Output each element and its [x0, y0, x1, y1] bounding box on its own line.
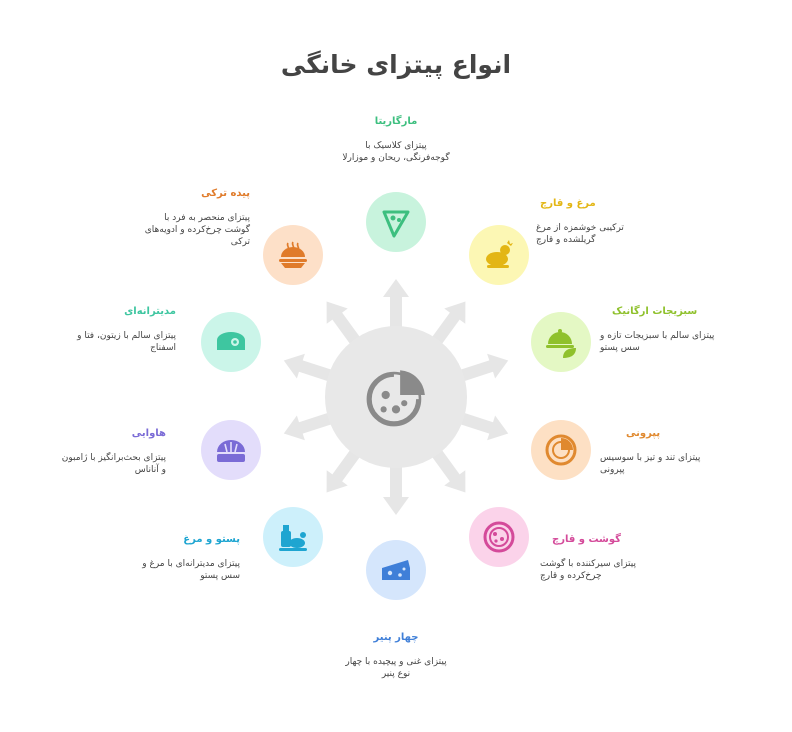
pizza-icon: [363, 364, 429, 430]
bottle-chicken-icon: [275, 519, 311, 555]
cheese-icon: [378, 552, 414, 588]
pepperoni-icon: [543, 432, 579, 468]
item-desc-meat-mushroom: پیتزای سیرکننده با گوشت چرخ‌کرده و قارچ: [540, 559, 636, 581]
item-label-mediterranean: مدیترانه‌ای: [124, 306, 176, 317]
item-desc-mediterranean: پیتزای سالم با زیتون، فتا و اسفناج: [77, 331, 176, 353]
item-circle-hawaiian: [201, 420, 261, 480]
item-label-pesto-chicken: پستو و مرغ: [183, 534, 240, 545]
pizza-plate-icon: [481, 519, 517, 555]
item-desc-margherita: پیتزای کلاسیک با گوجه‌فرنگی، ریحان و موزارلا: [342, 141, 450, 163]
item-circle-chicken-mushroom: [469, 225, 529, 285]
item-label-pepperoni: پپرونی: [626, 428, 661, 439]
item-label-four-cheese: چهار پنیر: [373, 632, 419, 643]
item-label-organic-veg: سبزیجات ارگانیک: [612, 306, 698, 317]
item-label-chicken-mushroom: مرغ و قارچ: [540, 198, 596, 209]
item-circle-pepperoni: [531, 420, 591, 480]
item-desc-four-cheese: پیتزای غنی و پیچیده با چهار نوع پنیر: [345, 657, 447, 679]
item-circle-meat-mushroom: [469, 507, 529, 567]
item-circle-turkish-pide: [263, 225, 323, 285]
center-hub: [325, 326, 467, 468]
bread-icon: [213, 432, 249, 468]
item-label-meat-mushroom: گوشت و قارچ: [552, 534, 621, 545]
item-desc-pepperoni: پیتزای تند و تیز با سوسیس پپرونی: [600, 453, 701, 475]
item-circle-margherita: [366, 192, 426, 252]
item-desc-organic-veg: پیتزای سالم با سبزیجات تازه و سس پستو: [600, 331, 715, 353]
hot-dish-icon: [275, 237, 311, 273]
item-circle-pesto-chicken: [263, 507, 323, 567]
item-desc-hawaiian: پیتزای بحث‌برانگیز با ژامبون و آناناس: [61, 453, 166, 475]
item-desc-turkish-pide: پیتزای منحصر به فرد با گوشت چرخ‌کرده و ادویه‌های ترکی: [144, 213, 250, 247]
item-label-hawaiian: هاوایی: [131, 428, 166, 439]
cheese-wheel-icon: [213, 324, 249, 360]
item-label-margherita: مارگاریتا: [374, 116, 418, 127]
cloche-leaf-icon: [543, 324, 579, 360]
item-circle-four-cheese: [366, 540, 426, 600]
item-desc-pesto-chicken: پیتزای مدیترانه‌ای با مرغ و سس پستو: [142, 559, 240, 581]
item-circle-mediterranean: [201, 312, 261, 372]
item-desc-chicken-mushroom: ترکیبی خوشمزه از مرغ گریلشده و قارچ: [536, 223, 624, 245]
pizza-slice-icon: [378, 204, 414, 240]
item-label-turkish-pide: پیده ترکی: [201, 188, 250, 199]
item-circle-organic-veg: [531, 312, 591, 372]
page-title: انواع پیتزای خانگی: [280, 50, 512, 79]
chicken-icon: [481, 237, 517, 273]
